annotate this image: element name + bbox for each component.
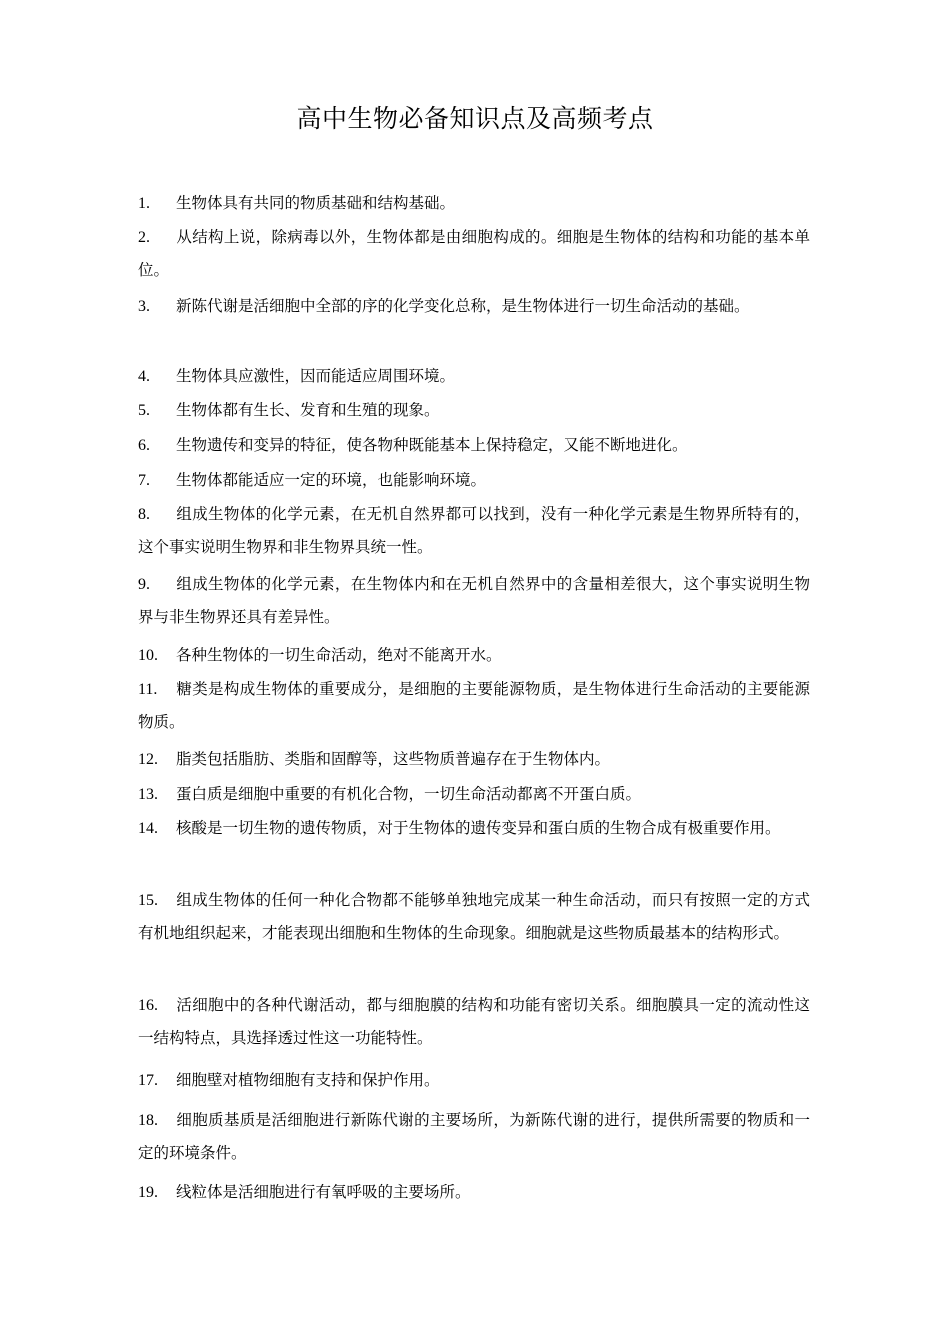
item-number: 6. bbox=[138, 437, 150, 454]
list-item bbox=[138, 812, 810, 845]
list-item bbox=[138, 778, 810, 811]
item-text: 生物遗传和变异的特征，使各物种既能基本上保持稳定，又能不断地进化。 bbox=[176, 436, 688, 454]
page-title: 高中生物必备知识点及高频考点 bbox=[296, 104, 654, 133]
item-text: 从结构上说，除病毒以外，生物体都是由细胞构成的。细胞是生物体的结构和功能的基本单位。 bbox=[138, 228, 810, 279]
list-item bbox=[138, 394, 810, 427]
item-number: 9. bbox=[138, 576, 150, 593]
item-number: 4. bbox=[138, 368, 150, 385]
item-text: 生物体具有共同的物质基础和结构基础。 bbox=[176, 194, 456, 212]
list-item bbox=[138, 290, 810, 323]
item-text: 生物体具应激性，因而能适应周围环境。 bbox=[176, 367, 456, 385]
item-number: 13. bbox=[138, 786, 158, 803]
list-item bbox=[138, 1176, 810, 1209]
item-text: 脂类包括脂肪、类脂和固醇等，这些物质普遍存在于生物体内。 bbox=[176, 750, 611, 768]
list-item bbox=[138, 673, 810, 738]
item-text: 活细胞中的各种代谢活动，都与细胞膜的结构和功能有密切关系。细胞膜具一定的流动性这一结构特点，具选择透过性这一功能特性。 bbox=[138, 996, 810, 1047]
item-number: 3. bbox=[138, 298, 150, 315]
list-item bbox=[138, 884, 810, 949]
list-item bbox=[138, 187, 810, 220]
item-number: 15. bbox=[138, 892, 158, 909]
item-number: 14. bbox=[138, 820, 158, 837]
item-text: 各种生物体的一切生命活动，绝对不能离开水。 bbox=[176, 646, 502, 664]
list-item bbox=[138, 360, 810, 393]
item-number: 2. bbox=[138, 229, 150, 246]
list-item bbox=[138, 989, 810, 1054]
item-text: 生物体都能适应一定的环境，也能影响环境。 bbox=[176, 471, 487, 489]
item-text: 组成生物体的化学元素，在无机自然界都可以找到，没有一种化学元素是生物界所特有的，这个事实说明生物界和非生物界具统一性。 bbox=[138, 505, 810, 556]
item-number: 17. bbox=[138, 1072, 158, 1089]
item-number: 16. bbox=[138, 997, 158, 1014]
item-number: 18. bbox=[138, 1112, 158, 1129]
list-item bbox=[138, 498, 810, 563]
item-text: 组成生物体的任何一种化合物都不能够单独地完成某一种生命活动，而只有按照一定的方式有机地组织起来，才能表现出细胞和生物体的生命现象。细胞就是这些物质最基本的结构形式。 bbox=[138, 891, 810, 942]
list-item bbox=[138, 221, 810, 286]
item-number: 5. bbox=[138, 402, 150, 419]
item-number: 1. bbox=[138, 195, 150, 212]
item-number: 7. bbox=[138, 472, 150, 489]
list-item bbox=[138, 429, 810, 462]
list-item bbox=[138, 743, 810, 776]
item-text: 组成生物体的化学元素，在生物体内和在无机自然界中的含量相差很大，这个事实说明生物界与非生物界还具有差异性。 bbox=[138, 575, 810, 626]
list-item bbox=[138, 1064, 810, 1097]
item-number: 19. bbox=[138, 1184, 158, 1201]
item-text: 蛋白质是细胞中重要的有机化合物，一切生命活动都离不开蛋白质。 bbox=[176, 785, 642, 803]
item-text: 细胞壁对植物细胞有支持和保护作用。 bbox=[176, 1071, 440, 1089]
item-text: 新陈代谢是活细胞中全部的序的化学变化总称，是生物体进行一切生命活动的基础。 bbox=[176, 297, 750, 315]
item-text: 核酸是一切生物的遗传物质，对于生物体的遗传变异和蛋白质的生物合成有极重要作用。 bbox=[176, 819, 781, 837]
item-text: 线粒体是活细胞进行有氧呼吸的主要场所。 bbox=[176, 1183, 471, 1201]
item-number: 10. bbox=[138, 647, 158, 664]
item-text: 细胞质基质是活细胞进行新陈代谢的主要场所，为新陈代谢的进行，提供所需要的物质和一定的环境条件。 bbox=[138, 1111, 810, 1162]
list-item bbox=[138, 464, 810, 497]
list-item bbox=[138, 568, 810, 633]
item-number: 8. bbox=[138, 506, 150, 523]
item-text: 生物体都有生长、发育和生殖的现象。 bbox=[176, 401, 440, 419]
item-number: 11. bbox=[138, 681, 158, 698]
item-text: 糖类是构成生物体的重要成分，是细胞的主要能源物质，是生物体进行生命活动的主要能源物质。 bbox=[138, 680, 810, 731]
item-number: 12. bbox=[138, 751, 158, 768]
list-item bbox=[138, 1104, 810, 1169]
list-item bbox=[138, 639, 810, 672]
